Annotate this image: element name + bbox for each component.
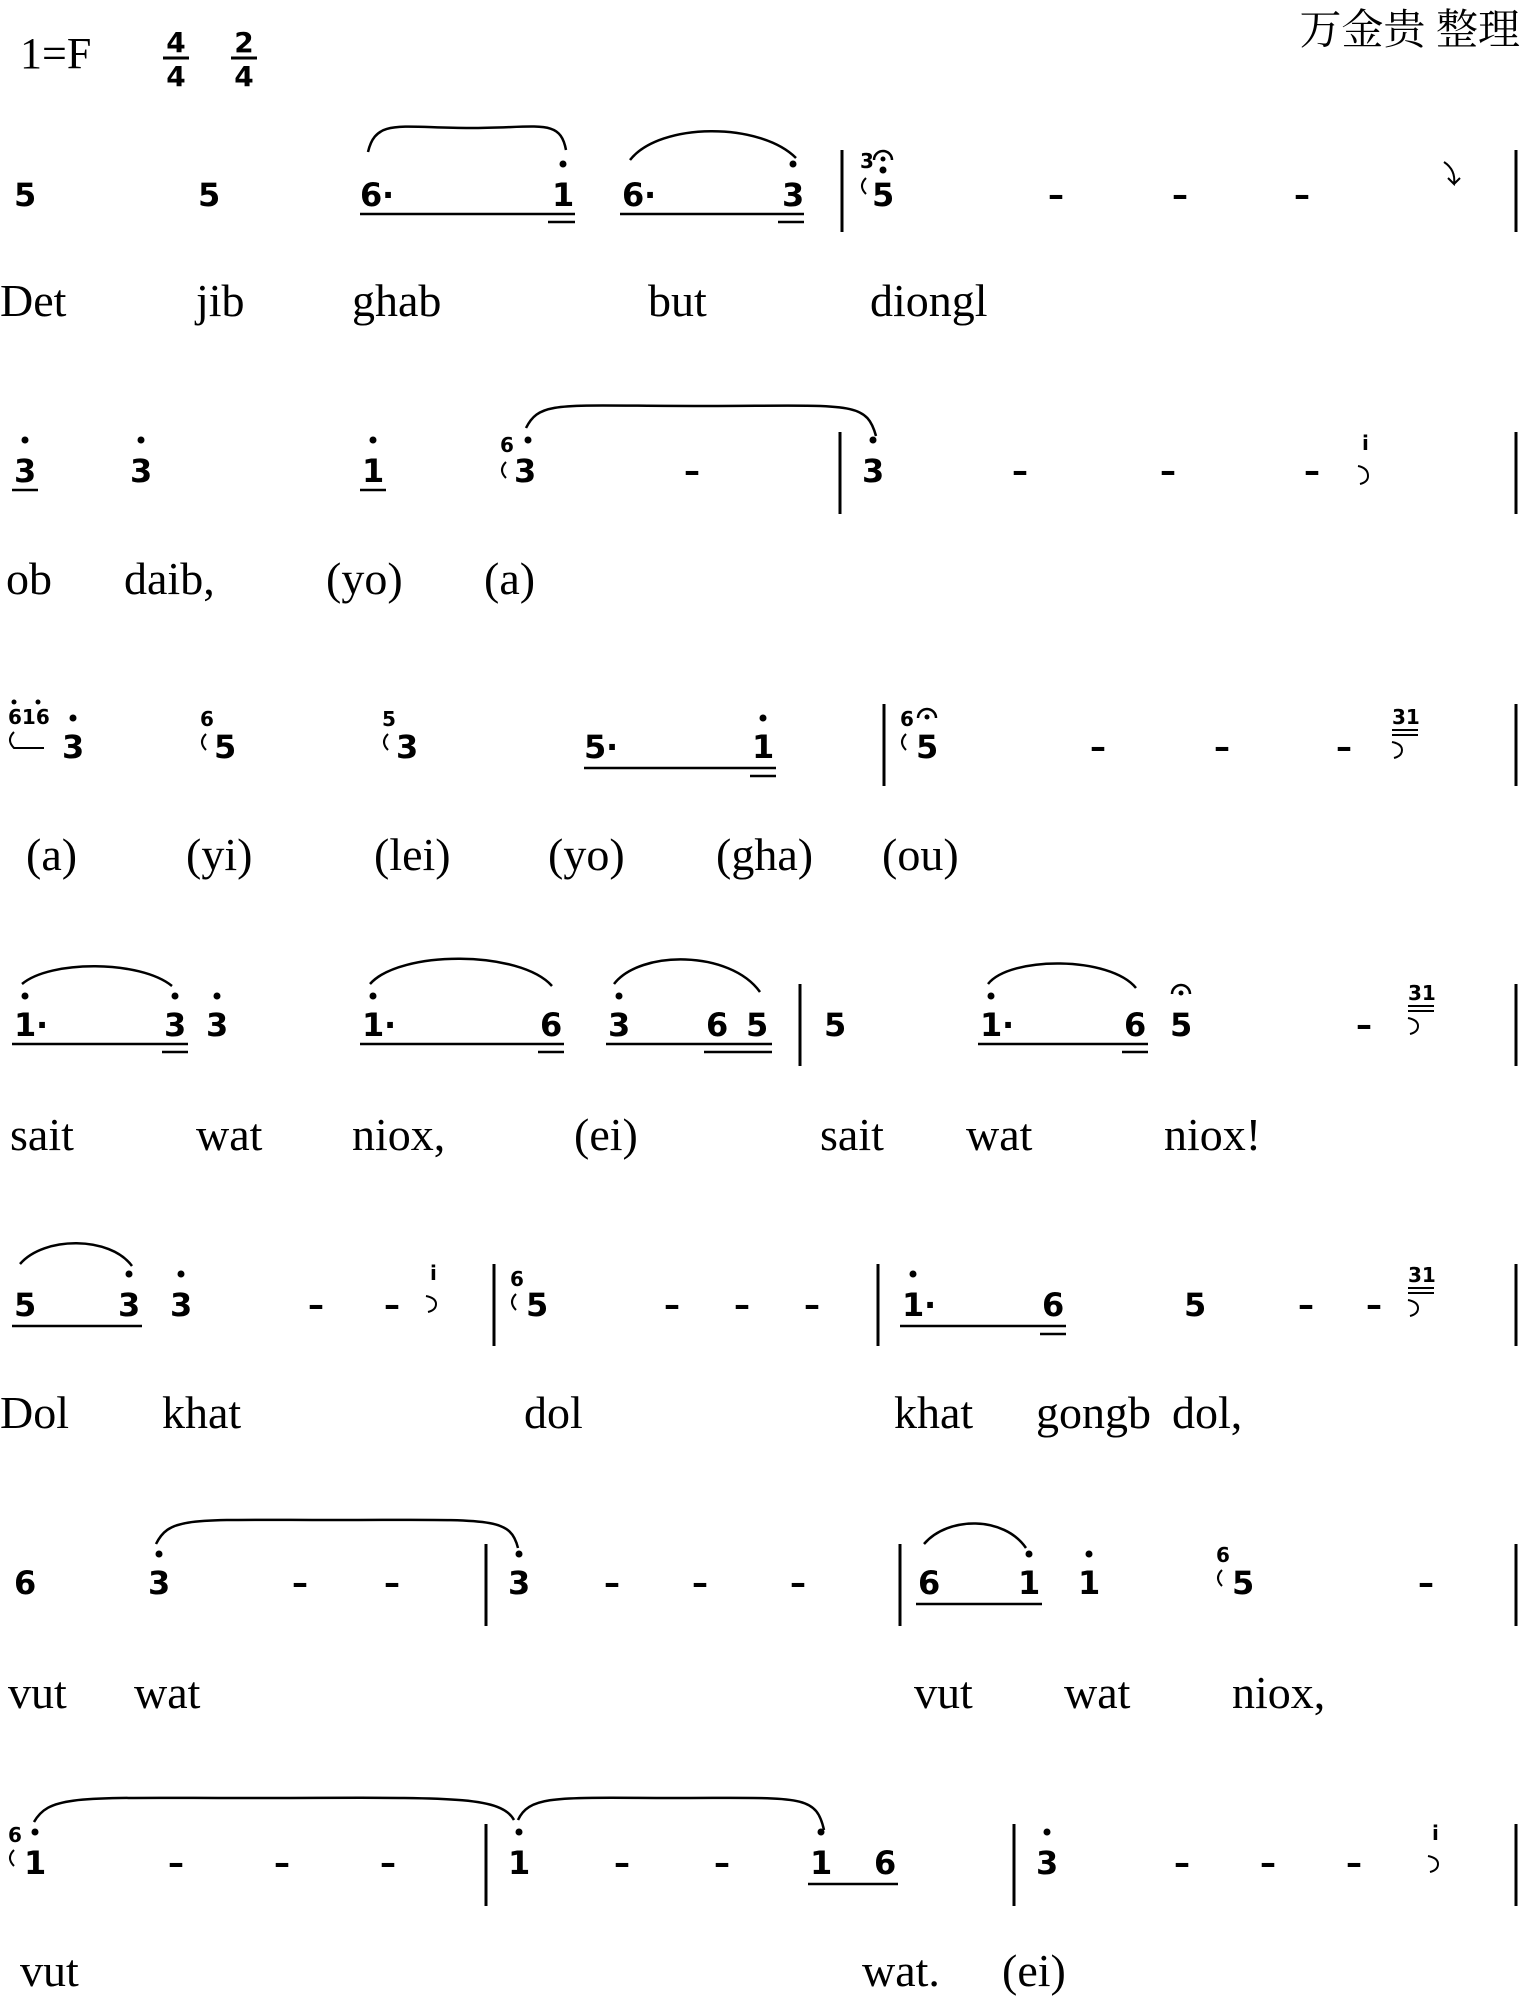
lyric: (a): [26, 829, 78, 880]
lyric: daib,: [124, 553, 215, 604]
grace-hook: [426, 1296, 436, 1312]
note: 5: [526, 1286, 549, 1324]
dash: –: [790, 1564, 806, 1602]
dash: –: [714, 1844, 730, 1882]
fermata-dot: [881, 157, 886, 162]
lyrics-3: [26, 829, 959, 880]
dash: –: [1174, 1844, 1190, 1882]
note: 1: [1018, 1564, 1041, 1602]
lyric: wat.: [862, 1945, 940, 1996]
dash: –: [1336, 728, 1352, 766]
octave-dot: [1026, 1551, 1033, 1558]
note: 5: [1170, 1006, 1193, 1044]
note: 6: [706, 1006, 729, 1044]
note: 5: [1184, 1286, 1207, 1324]
lyrics-4: [10, 1109, 1261, 1160]
note: 1: [24, 1844, 47, 1882]
octave-dot: [910, 1271, 917, 1278]
note: 1: [980, 1006, 1003, 1044]
grace-note: 31: [1392, 705, 1420, 729]
octave-dot: [126, 1271, 133, 1278]
grace-note: i: [1362, 431, 1369, 455]
lyric: (ou): [882, 829, 959, 880]
lyric: vut: [914, 1667, 973, 1718]
lyric: (lei): [374, 829, 451, 880]
grace-note: 6: [1216, 1543, 1230, 1567]
lyric: khat: [162, 1387, 242, 1438]
lyrics-2: [6, 553, 535, 604]
octave-dot: [178, 1271, 185, 1278]
dash: –: [614, 1844, 630, 1882]
dash: –: [1294, 176, 1310, 214]
augmentation-dot: ·: [382, 176, 395, 214]
augmentation-dot: ·: [36, 1006, 49, 1044]
octave-dot: [516, 1829, 523, 1836]
grace-note: i: [430, 1261, 437, 1285]
lyric: (yo): [548, 829, 625, 880]
grace-hook: [1408, 1300, 1418, 1316]
slur: [988, 963, 1136, 988]
note: 6: [14, 1564, 37, 1602]
lyric: ghab: [352, 275, 442, 326]
grace-note: 31: [1408, 981, 1436, 1005]
note: 1: [810, 1844, 833, 1882]
dash: –: [604, 1564, 620, 1602]
grace-note: 6: [510, 1267, 524, 1291]
time-signature-1-numerator: 4: [166, 26, 186, 59]
slur: [368, 127, 566, 152]
octave-dot: [156, 1551, 163, 1558]
dash: –: [1048, 176, 1064, 214]
note: 3: [62, 728, 85, 766]
grace-hook: [502, 462, 506, 478]
octave-dot: [870, 437, 877, 444]
grace-hook: [902, 734, 906, 750]
grace-note: 6: [200, 707, 214, 731]
time-signature-1-denominator: 4: [166, 60, 186, 93]
tie: [34, 1798, 514, 1822]
note: 6: [622, 176, 645, 214]
grace-note: 616: [8, 705, 50, 729]
note: 5: [14, 176, 37, 214]
lyric: jib: [196, 275, 245, 326]
note: 1: [902, 1286, 925, 1324]
grace-hook: [512, 1294, 516, 1310]
slur: [22, 966, 172, 986]
note: 3: [170, 1286, 193, 1324]
dash: –: [1214, 728, 1230, 766]
system-5: [12, 1243, 1516, 1346]
note: 3: [14, 452, 37, 490]
note: 6: [360, 176, 383, 214]
dash: –: [1090, 728, 1106, 766]
score-header: [20, 8, 1520, 93]
octave-dot: [1044, 1829, 1051, 1836]
lyric: but: [648, 275, 707, 326]
octave-dot: [790, 161, 797, 168]
octave-dot: [760, 715, 767, 722]
fermata-dot: [925, 715, 930, 720]
dash: –: [1304, 452, 1320, 490]
dash: –: [1160, 452, 1176, 490]
lyric: wat: [196, 1109, 263, 1160]
octave-dot: [370, 437, 377, 444]
lyric: khat: [894, 1387, 974, 1438]
grace-note: i: [1432, 1821, 1439, 1845]
note: 3: [508, 1564, 531, 1602]
dash: –: [1172, 176, 1188, 214]
augmentation-dot: ·: [606, 728, 619, 766]
slur: [20, 1243, 132, 1266]
note: 6: [540, 1006, 563, 1044]
dash: –: [380, 1844, 396, 1882]
note: 5: [198, 176, 221, 214]
octave-dot: [22, 437, 29, 444]
octave-dot: [172, 993, 179, 1000]
note: 3: [206, 1006, 229, 1044]
octave-dot: [818, 1829, 825, 1836]
note: 5: [1232, 1564, 1255, 1602]
lyric: wat: [966, 1109, 1033, 1160]
lyric: (yo): [326, 553, 403, 604]
octave-dot: [560, 161, 567, 168]
dash: –: [1356, 1006, 1372, 1044]
note: 5: [584, 728, 607, 766]
system-4: [12, 959, 1516, 1066]
dash: –: [384, 1286, 400, 1324]
lyrics-1: [0, 275, 988, 326]
note: 5: [214, 728, 237, 766]
lyric: niox,: [1232, 1667, 1326, 1718]
tie: [156, 1520, 518, 1548]
note: 3: [514, 452, 537, 490]
lyric: ob: [6, 553, 52, 604]
grace-note: 5: [382, 707, 396, 731]
lyric: dol: [524, 1387, 583, 1438]
octave-dot: [70, 715, 77, 722]
dash: –: [684, 452, 700, 490]
grace-hook: [1392, 742, 1402, 758]
octave-dot: [988, 993, 995, 1000]
tie: [526, 405, 876, 436]
tie: [518, 1798, 824, 1830]
grace-note: 6: [8, 1823, 22, 1847]
grace-note: 31: [1408, 1263, 1436, 1287]
note: 5: [746, 1006, 769, 1044]
lyric: wat: [1064, 1667, 1131, 1718]
lyric: (a): [484, 553, 536, 604]
note: 1: [552, 176, 575, 214]
note: 3: [608, 1006, 631, 1044]
note: 3: [396, 728, 419, 766]
octave-dot: [36, 700, 41, 705]
lyric: niox,: [352, 1109, 446, 1160]
slur: [924, 1523, 1026, 1548]
grace-hook: [1428, 1856, 1438, 1872]
augmentation-dot: ·: [644, 176, 657, 214]
dash: –: [292, 1564, 308, 1602]
lyric: Dol: [0, 1387, 69, 1438]
octave-dot: [12, 700, 17, 705]
note: 1: [1078, 1564, 1101, 1602]
note: 6: [1042, 1286, 1065, 1324]
lyric: diongl: [870, 275, 988, 326]
grace-note: 3: [860, 149, 874, 173]
lyric: (ei): [574, 1109, 638, 1160]
key-signature: 1=F: [20, 29, 92, 78]
octave-dot: [32, 1829, 39, 1836]
lyric: vut: [8, 1667, 67, 1718]
grace-hook: [10, 732, 44, 748]
slur: [630, 131, 796, 160]
lyric: wat: [134, 1667, 201, 1718]
note: 5: [916, 728, 939, 766]
grace-hook: [862, 178, 866, 194]
lyric: sait: [10, 1109, 74, 1160]
note: 1: [362, 452, 385, 490]
octave-dot: [138, 437, 145, 444]
breath-mark: [1444, 162, 1460, 184]
augmentation-dot: ·: [384, 1006, 397, 1044]
lyrics-7: [20, 1945, 1066, 1996]
lyric: niox!: [1164, 1109, 1262, 1160]
note: 5: [824, 1006, 847, 1044]
lyric: (gha): [716, 829, 814, 880]
lyric: vut: [20, 1945, 79, 1996]
fermata-dot: [1179, 991, 1184, 996]
dash: –: [168, 1844, 184, 1882]
note: 1: [752, 728, 775, 766]
note: 6: [918, 1564, 941, 1602]
dash: –: [1366, 1286, 1382, 1324]
augmentation-dot: ·: [1002, 1006, 1015, 1044]
arranger-credit: 万金贵 整理: [1299, 8, 1520, 54]
lyric: gongb: [1036, 1387, 1151, 1438]
note: 3: [1036, 1844, 1059, 1882]
dash: –: [1260, 1844, 1276, 1882]
system-7: [8, 1798, 1516, 1906]
dash: –: [274, 1844, 290, 1882]
note: 3: [148, 1564, 171, 1602]
octave-dot: [1086, 1551, 1093, 1558]
note: 3: [164, 1006, 187, 1044]
time-signature-2-denominator: 4: [234, 60, 254, 93]
octave-dot: [370, 993, 377, 1000]
lyrics-5: [0, 1387, 1242, 1438]
note: 1: [508, 1844, 531, 1882]
grace-hook: [202, 734, 206, 750]
note: 6: [874, 1844, 897, 1882]
dash: –: [1012, 452, 1028, 490]
system-2: [12, 405, 1516, 514]
dash: –: [1298, 1286, 1314, 1324]
dash: –: [384, 1564, 400, 1602]
grace-hook: [1408, 1018, 1418, 1034]
note: 5: [14, 1286, 37, 1324]
lyric: (yi): [186, 829, 253, 880]
lyric: sait: [820, 1109, 884, 1160]
lyric: dol,: [1172, 1387, 1243, 1438]
note: 3: [130, 452, 153, 490]
slur: [370, 959, 552, 986]
note: 3: [118, 1286, 141, 1324]
octave-dot: [214, 993, 221, 1000]
grace-note: 6: [900, 707, 914, 731]
grace-hook: [384, 734, 388, 750]
grace-note: 6: [500, 433, 514, 457]
dash: –: [1346, 1844, 1362, 1882]
system-1: [14, 127, 1516, 232]
octave-dot: [525, 437, 532, 444]
dash: –: [1418, 1564, 1434, 1602]
note: 1: [362, 1006, 385, 1044]
octave-dot: [616, 993, 623, 1000]
dash: –: [804, 1286, 820, 1324]
grace-hook: [1218, 1570, 1222, 1586]
note: 3: [782, 176, 805, 214]
octave-dot: [22, 993, 29, 1000]
note: 1: [14, 1006, 37, 1044]
dash: –: [692, 1564, 708, 1602]
note: 3: [862, 452, 885, 490]
time-signature-2-numerator: 2: [234, 26, 254, 59]
dash: –: [664, 1286, 680, 1324]
octave-dot: [880, 167, 887, 174]
slur: [614, 959, 760, 992]
dash: –: [308, 1286, 324, 1324]
note: 6: [1124, 1006, 1147, 1044]
grace-hook: [10, 1850, 14, 1866]
grace-hook: [1358, 466, 1368, 484]
system-6: [14, 1520, 1516, 1626]
dash: –: [734, 1286, 750, 1324]
augmentation-dot: ·: [924, 1286, 937, 1324]
note: 5: [872, 176, 895, 214]
lyric: Det: [0, 275, 67, 326]
octave-dot: [516, 1551, 523, 1558]
lyric: (ei): [1002, 1945, 1066, 1996]
lyrics-6: [8, 1667, 1325, 1718]
system-3: [8, 700, 1516, 787]
